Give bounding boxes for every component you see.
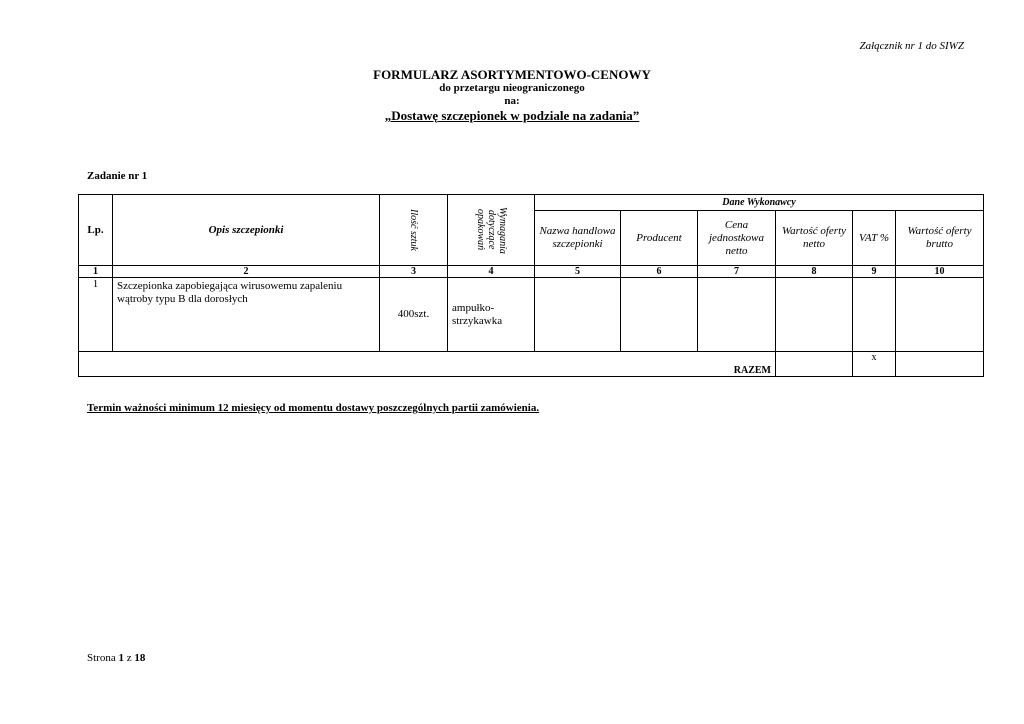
header-cena: Cena jednostkowa netto xyxy=(698,211,776,266)
header-opis: Opis szczepionki xyxy=(113,195,380,266)
row-wartosc-brutto-field[interactable] xyxy=(896,278,984,352)
header-wymagania-text: Wymagania dotyczące opakowań xyxy=(475,206,508,254)
row-ilosc: 400szt. xyxy=(380,278,448,352)
footer-prefix: Strona xyxy=(87,652,116,664)
header-vat: VAT % xyxy=(853,211,896,266)
summary-netto-field[interactable] xyxy=(776,352,853,377)
document-subject: „Dostawę szczepionek w podziale na zadania” xyxy=(384,108,640,123)
header-lp: Lp. xyxy=(79,195,113,266)
document-subtitle-na: na: xyxy=(504,95,520,107)
footer-of: z xyxy=(126,652,132,664)
column-number: 4 xyxy=(448,266,535,278)
column-number: 8 xyxy=(776,266,853,278)
column-number: 7 xyxy=(698,266,776,278)
header-wartosc-netto: Wartość oferty netto xyxy=(776,211,853,266)
page-footer xyxy=(87,652,145,664)
attachment-label: Załącznik nr 1 do SIWZ xyxy=(859,40,964,52)
row-opis: Szczepionka zapobiegająca wirusowemu zapaleniu wątroby typu B dla dorosłych xyxy=(113,278,380,352)
header-wymagania xyxy=(448,195,535,266)
summary-vat-mark: x xyxy=(853,352,896,377)
summary-brutto-field[interactable] xyxy=(896,352,984,377)
row-nazwa-field[interactable] xyxy=(535,278,621,352)
validity-note: Termin ważności minimum 12 miesięcy od momentu dostawy poszczególnych partii zamówienia. xyxy=(87,402,540,414)
header-wartosc-brutto: Wartość oferty brutto xyxy=(896,211,984,266)
footer-total: 18 xyxy=(134,652,146,664)
column-number: 5 xyxy=(535,266,621,278)
header-nazwa: Nazwa handlowa szczepionki xyxy=(535,211,621,266)
document-title: FORMULARZ ASORTYMENTOWO-CENOWY xyxy=(373,67,651,82)
footer-page: 1 xyxy=(118,652,124,664)
row-cena-field[interactable] xyxy=(698,278,776,352)
row-wartosc-netto-field[interactable] xyxy=(776,278,853,352)
title-block xyxy=(0,68,1024,124)
column-number: 9 xyxy=(853,266,896,278)
header-ilosc-text: Ilość sztuk xyxy=(408,209,419,251)
table-row xyxy=(79,278,984,352)
task-label: Zadanie nr 1 xyxy=(87,170,148,182)
column-number: 3 xyxy=(380,266,448,278)
column-number: 1 xyxy=(79,266,113,278)
row-vat-field[interactable] xyxy=(853,278,896,352)
column-number: 6 xyxy=(621,266,698,278)
summary-label: RAZEM xyxy=(79,352,776,377)
summary-row xyxy=(79,352,984,377)
column-number: 10 xyxy=(896,266,984,278)
header-ilosc xyxy=(380,195,448,266)
price-form-table xyxy=(78,194,984,377)
row-lp: 1 xyxy=(79,278,113,352)
document-subtitle: do przetargu nieograniczonego xyxy=(439,82,585,94)
row-producent-field[interactable] xyxy=(621,278,698,352)
column-number: 2 xyxy=(113,266,380,278)
header-producent: Producent xyxy=(621,211,698,266)
row-opakowanie: ampułko-strzykawka xyxy=(448,278,535,352)
header-dane-wykonawcy: Dane Wykonawcy xyxy=(535,195,984,211)
column-number-row xyxy=(79,266,984,278)
